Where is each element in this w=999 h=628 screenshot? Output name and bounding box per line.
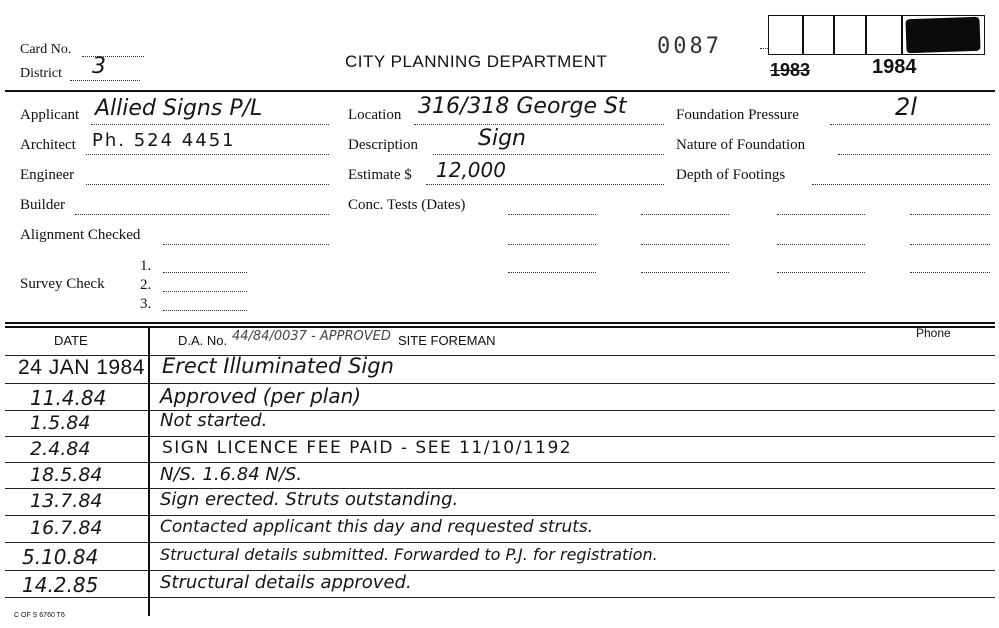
log-entry-text: Sign erected. Struts outstanding. <box>160 489 459 510</box>
row-line <box>5 355 995 356</box>
survey-dots-3 <box>163 310 247 311</box>
survey-dots-1 <box>163 272 247 273</box>
survey-num-1: 1. <box>140 258 152 274</box>
log-entry-date: 2.4.84 <box>30 438 91 460</box>
architect-value: Ph. 524 4451 <box>92 130 236 151</box>
log-entry-date: 14.2.85 <box>22 573 99 597</box>
builder-dots <box>75 214 329 215</box>
applicant-value: Allied Signs P/L <box>95 96 263 121</box>
conc-dots-1d <box>910 214 990 215</box>
row-line <box>5 488 995 489</box>
nature-foundation-label: Nature of Foundation <box>676 137 806 153</box>
form-code: C OF S 6760 T6 <box>14 612 65 619</box>
log-entry-date: 18.5.84 <box>30 464 103 486</box>
conc-dots-1c <box>777 214 865 215</box>
site-foreman-label: SITE FOREMAN <box>398 333 496 348</box>
survey-label: Survey Check <box>20 276 105 292</box>
log-entry-date: 16.7.84 <box>30 517 103 539</box>
log-entry-text: Structural details approved. <box>160 572 412 593</box>
architect-dots <box>86 154 329 155</box>
row-line <box>5 462 995 463</box>
nature-foundation-dots <box>838 154 990 155</box>
foundation-pressure-value: 2l <box>895 93 917 121</box>
applicant-dots <box>91 124 329 125</box>
date-column-divider <box>148 326 150 616</box>
estimate-label: Estimate $ <box>348 167 412 183</box>
header-separator <box>5 90 995 92</box>
builder-label: Builder <box>20 197 65 213</box>
log-entry-text: SIGN LICENCE FEE PAID - SEE 11/10/1192 <box>162 438 573 458</box>
alignment-label: Alignment Checked <box>20 227 141 243</box>
location-label: Location <box>348 107 402 123</box>
location-dots <box>414 124 664 125</box>
date-header: DATE <box>54 333 88 348</box>
conc-dots-3d <box>910 272 990 273</box>
card-number: 0087 <box>657 34 722 59</box>
log-entry-date: 24 JAN 1984 <box>18 356 145 379</box>
row-line <box>5 542 995 543</box>
district-value: 3 <box>92 54 106 79</box>
row-line <box>5 410 995 411</box>
estimate-dots <box>426 184 664 185</box>
log-entry-date: 1.5.84 <box>30 412 91 434</box>
conc-dots-1a <box>508 214 596 215</box>
district-label: District <box>20 66 62 81</box>
log-entry-date: 13.7.84 <box>30 490 103 512</box>
alignment-dots <box>163 244 329 245</box>
conc-dots-1b <box>641 214 729 215</box>
stamp-box-3 <box>833 15 867 55</box>
survey-num-2: 2. <box>140 277 152 293</box>
depth-footings-label: Depth of Footings <box>676 167 786 183</box>
description-value: Sign <box>478 126 526 151</box>
location-value: 316/318 George St <box>418 94 627 119</box>
log-entry-text: Not started. <box>160 410 268 431</box>
description-label: Description <box>348 137 418 153</box>
foundation-pressure-label: Foundation Pressure <box>676 107 799 123</box>
district-dots <box>70 80 140 81</box>
log-entry-date: 5.10.84 <box>22 545 99 569</box>
architect-label: Architect <box>20 137 76 153</box>
engineer-label: Engineer <box>20 167 75 183</box>
year-new: 1984 <box>872 56 917 78</box>
engineer-dots <box>86 184 329 185</box>
log-entry-text: Approved (per plan) <box>160 384 362 408</box>
row-line <box>5 383 995 384</box>
foundation-pressure-dots <box>830 124 990 125</box>
da-value: 44/84/0037 - APPROVED <box>232 329 391 344</box>
row-line <box>5 597 995 598</box>
log-entry-text: Structural details submitted. Forwarded to P.J. for registration. <box>160 545 658 564</box>
log-entry-date: 11.4.84 <box>30 386 107 410</box>
redaction-mark <box>905 17 980 54</box>
stamp-box-1 <box>768 15 804 55</box>
log-entry-text: Contacted applicant this day and requested struts. <box>160 517 594 537</box>
table-top-line-2 <box>5 326 995 328</box>
stamp-box-4 <box>865 15 903 55</box>
conc-dots-2b <box>641 244 729 245</box>
depth-footings-dots <box>812 184 990 185</box>
conc-tests-label: Conc. Tests (Dates) <box>348 197 466 213</box>
department-title: CITY PLANNING DEPARTMENT <box>345 52 608 71</box>
box-dots <box>760 48 768 49</box>
conc-dots-3a <box>508 272 596 273</box>
row-line <box>5 570 995 571</box>
conc-dots-2a <box>508 244 596 245</box>
conc-dots-2d <box>910 244 990 245</box>
row-line <box>5 436 995 437</box>
card-no-label: Card No. <box>20 42 72 57</box>
description-dots <box>433 154 664 155</box>
da-label: D.A. No. <box>178 333 228 348</box>
estimate-value: 12,000 <box>436 158 506 182</box>
conc-dots-3b <box>641 272 729 273</box>
log-entry-text: Erect Illuminated Sign <box>162 354 394 378</box>
applicant-label: Applicant <box>20 107 80 123</box>
year-old: 1983 <box>770 60 811 80</box>
table-top-line-1 <box>5 322 995 324</box>
log-entry-text: N/S. 1.6.84 N/S. <box>160 464 303 485</box>
survey-num-3: 3. <box>140 296 152 312</box>
conc-dots-3c <box>777 272 865 273</box>
row-line <box>5 515 995 516</box>
stamp-box-2 <box>802 15 835 55</box>
survey-dots-2 <box>163 291 247 292</box>
phone-label: Phone <box>916 326 951 340</box>
conc-dots-2c <box>777 244 865 245</box>
